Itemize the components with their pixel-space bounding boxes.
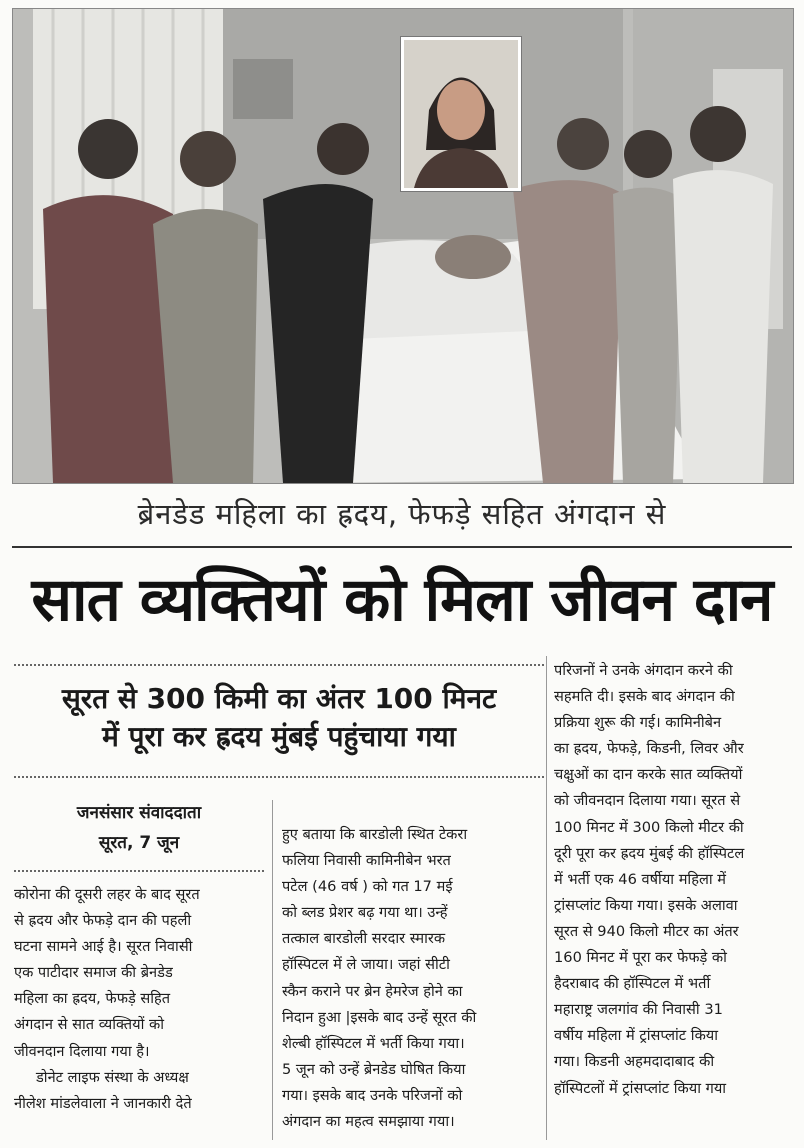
column-divider	[272, 800, 273, 1140]
text-line: तत्काल बारडोली सरदार स्मारक	[282, 930, 446, 948]
text-line: फलिया निवासी कामिनीबेन भरत	[282, 852, 451, 870]
text-line: को जीवनदान दिलाया गया। सूरत से	[554, 792, 741, 810]
text-line: स्कैन कराने पर ब्रेन हेमरेज होने का	[282, 982, 463, 1000]
column-divider	[546, 656, 547, 1140]
byline-place: सूरत, 7 जून	[98, 833, 180, 853]
text-line: प्रक्रिया शुरू की गई। कामिनीबेन	[554, 714, 722, 732]
dotted-divider	[14, 776, 544, 778]
text-line: में भर्ती एक 46 वर्षीया महिला में	[554, 870, 726, 888]
text-line: गया। किडनी अहमदादाबाद की	[554, 1053, 715, 1071]
text-line: वर्षीय महिला में ट्रांसप्लांट किया	[554, 1027, 719, 1045]
byline	[14, 798, 264, 858]
text-line: गया। इसके बाद उनके परिजनों को	[282, 1086, 463, 1104]
text-line: अंगदान का महत्व समझाया गया।	[282, 1113, 455, 1131]
text-line: सहमति दी। इसके बाद अंगदान की	[554, 688, 735, 706]
dotted-divider	[14, 664, 544, 666]
text-line: चक्षुओं का दान करके सात व्यक्तियों	[554, 766, 743, 784]
main-headline: सात व्यक्तियों को मिला जीवन दान	[31, 565, 773, 635]
text-line: को ब्लड प्रेशर बढ़ गया था। उन्हें	[282, 904, 448, 922]
text-line: शेल्बी हॉस्पिटल में भर्ती किया गया।	[282, 1034, 465, 1052]
text-line: 100 मिनट में 300 किलो मीटर की	[554, 818, 744, 836]
text-line: से ह्रदय और फेफड़े दान की पहली	[14, 912, 192, 930]
kicker-headline: ब्रेनडेड महिला का ह्रदय, फेफड़े सहित अंगदान से	[137, 497, 667, 531]
text-line: कोरोना की दूसरी लहर के बाद सूरत	[14, 886, 200, 903]
text-line: महाराष्ट्र जलगांव की निवासी 31	[554, 1001, 723, 1019]
subhead-line: में पूरा कर ह्रदय मुंबई पहुंचाया गया	[102, 720, 456, 753]
byline-reporter: जनसंसार संवाददाता	[76, 803, 202, 823]
article-column-3	[554, 658, 794, 1102]
text-line: ट्रांसप्लांट किया गया। इसके अलावा	[554, 896, 738, 914]
text-line: सूरत से 940 किलो मीटर का अंतर	[554, 922, 739, 940]
text-line: निदान हुआ |इसके बाद उन्हें सूरत की	[282, 1008, 477, 1026]
text-line: परिजनों ने उनके अंगदान करने की	[554, 662, 733, 679]
text-line: 5 जून को उन्हें ब्रेनडेड घोषित किया	[282, 1060, 466, 1078]
article-column-2	[282, 822, 532, 1135]
text-line: दूरी पूरा कर ह्रदय मुंबई की हॉस्पिटल	[554, 844, 745, 862]
text-line: महिला का ह्रदय, फेफड़े सहित	[14, 990, 171, 1008]
text-line: हॉस्पिटल में ले जाया। जहां सीटी	[282, 956, 450, 974]
text-line: हुए बताया कि बारडोली स्थित टेकरा	[282, 826, 468, 843]
news-photo	[12, 8, 794, 484]
subhead-line: सूरत से 300 किमी का अंतर 100 मिनट	[61, 682, 497, 715]
text-line: जीवनदान दिलाया गया है।	[14, 1042, 150, 1060]
text-line: पटेल (46 वर्ष ) को गत 17 मई	[282, 878, 453, 896]
portrait-inset	[401, 37, 521, 191]
text-line: 160 मिनट में पूरा कर फेफड़े को	[554, 949, 727, 967]
divider-rule	[12, 546, 792, 548]
text-line: डोनेट लाइफ संस्था के अध्यक्ष	[36, 1068, 189, 1086]
article-column-1	[14, 882, 264, 1117]
text-line: का ह्रदय, फेफड़े, किडनी, लिवर और	[554, 740, 744, 758]
text-line: हैदराबाद की हॉस्पिटल में भर्ती	[554, 975, 711, 993]
text-line: एक पाटीदार समाज की ब्रेनडेड	[14, 964, 173, 982]
subheadline	[14, 680, 544, 756]
dotted-divider	[14, 870, 264, 872]
text-line: अंगदान से सात व्यक्तियों को	[14, 1016, 164, 1034]
text-line: घटना सामने आई है। सूरत निवासी	[14, 938, 193, 956]
text-line: हॉस्पिटलों में ट्रांसप्लांट किया गया	[554, 1079, 727, 1097]
text-line: नीलेश मांडलेवाला ने जानकारी देते	[14, 1094, 192, 1112]
